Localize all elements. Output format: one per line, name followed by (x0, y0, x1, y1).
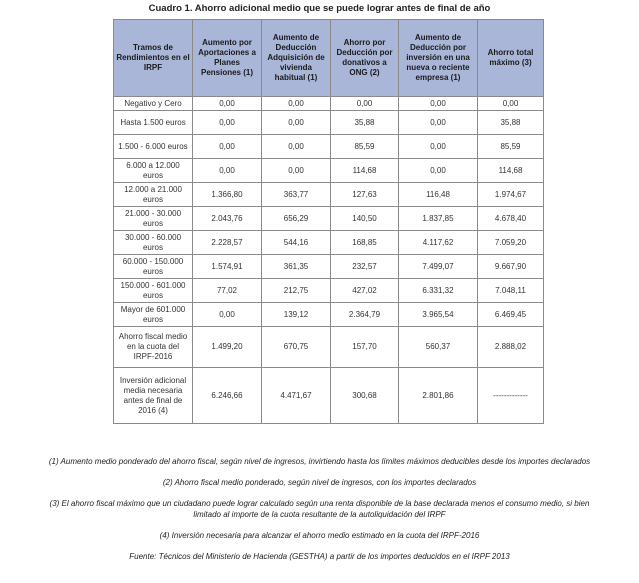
table-cell: 0,00 (399, 159, 478, 183)
row-label: Ahorro fiscal medio en la cuota del IRPF-2016 (114, 327, 193, 368)
table-cell: 85,59 (331, 135, 399, 159)
table-cell: 139,12 (262, 303, 331, 327)
table-row (114, 97, 544, 111)
table-cell: 0,00 (399, 135, 478, 159)
table-cell: 116,48 (399, 183, 478, 207)
footnote-4: (4) Inversión necesaria para alcanzar el ahorro medio estimado en la cuota del IRPF-2016 (159, 531, 480, 540)
source-note: Fuente: Técnicos del Ministerio de Hacienda (GESTHA) a partir de los importes deducidos en el IRPF 2013 (129, 552, 510, 561)
table-cell: 427,02 (331, 279, 399, 303)
table-cell: 35,88 (478, 111, 544, 135)
table-title: Cuadro 1. Ahorro adicional medio que se puede lograr antes de final de año (148, 3, 491, 14)
table-cell: 9.667,90 (478, 255, 544, 279)
table-row (114, 368, 544, 424)
table-cell: 300,68 (331, 368, 399, 424)
row-label: 6.000 a 12.000 euros (114, 159, 193, 183)
header-planes-pensiones: Aumento por Aportaciones a Planes Pensiones (1) (193, 20, 262, 97)
row-label: 12.000 a 21.000 euros (114, 183, 193, 207)
row-label: Hasta 1.500 euros (114, 111, 193, 135)
table-cell: 2.888,02 (478, 327, 544, 368)
table-cell: 2.228,57 (193, 231, 262, 255)
table-cell: 6.331,32 (399, 279, 478, 303)
row-label: 60.000 - 150.000 euros (114, 255, 193, 279)
table-cell: 2.801,86 (399, 368, 478, 424)
table-row (114, 183, 544, 207)
table-cell: 35,88 (331, 111, 399, 135)
savings-table (113, 19, 544, 424)
table-row (114, 207, 544, 231)
row-label: Negativo y Cero (114, 97, 193, 111)
table-row (114, 279, 544, 303)
table-cell: 0,00 (262, 135, 331, 159)
footnote-2: (2) Ahorro fiscal medio ponderado, según nivel de ingresos, con los importes declarados (162, 478, 477, 487)
table-cell: 6.246,66 (193, 368, 262, 424)
table-row (114, 327, 544, 368)
table-cell: 0,00 (262, 159, 331, 183)
table-row (114, 303, 544, 327)
footnotes (0, 456, 639, 572)
header-vivienda: Aumento de Deducción Adquisición de vivienda habitual (1) (262, 20, 331, 97)
table-cell: 0,00 (331, 97, 399, 111)
table-cell: 3.965,54 (399, 303, 478, 327)
table-cell: 1.366,80 (193, 183, 262, 207)
table-row (114, 255, 544, 279)
table-cell: 114,68 (331, 159, 399, 183)
table-row (114, 135, 544, 159)
table-cell: 168,85 (331, 231, 399, 255)
table-cell: 212,75 (262, 279, 331, 303)
table-row (114, 231, 544, 255)
row-label: Mayor de 601.000 euros (114, 303, 193, 327)
table-cell: 670,75 (262, 327, 331, 368)
table-cell: 4.471,67 (262, 368, 331, 424)
table-cell: ------------- (478, 368, 544, 424)
table-cell: 232,57 (331, 255, 399, 279)
table-cell: 363,77 (262, 183, 331, 207)
row-label: Inversión adicional media necesaria antes de final de 2016 (4) (114, 368, 193, 424)
table-cell: 1.837,85 (399, 207, 478, 231)
table-cell: 0,00 (193, 135, 262, 159)
table-row (114, 111, 544, 135)
table-cell: 157,70 (331, 327, 399, 368)
table-cell: 6.469,45 (478, 303, 544, 327)
table-cell: 361,35 (262, 255, 331, 279)
table-cell: 2.043,76 (193, 207, 262, 231)
row-label: 150.000 - 601.000 euros (114, 279, 193, 303)
table-cell: 0,00 (262, 111, 331, 135)
table-cell: 0,00 (193, 303, 262, 327)
table-cell: 656,29 (262, 207, 331, 231)
header-donativos: Ahorro por Deducción por donativos a ONG (2) (331, 20, 399, 97)
table-cell: 7.048,11 (478, 279, 544, 303)
table-cell: 1.574,91 (193, 255, 262, 279)
table-cell: 4.678,40 (478, 207, 544, 231)
row-label: 30.000 - 60.000 euros (114, 231, 193, 255)
table-cell: 127,63 (331, 183, 399, 207)
table-cell: 85,59 (478, 135, 544, 159)
table-cell: 0,00 (193, 159, 262, 183)
table-cell: 2.364,79 (331, 303, 399, 327)
header-row (114, 20, 544, 97)
table-cell: 544,16 (262, 231, 331, 255)
header-empresa: Aumento de Deducción por inversión en una nueva o reciente empresa (1) (399, 20, 478, 97)
table-cell: 0,00 (193, 111, 262, 135)
table-cell: 1.499,20 (193, 327, 262, 368)
row-label: 21.000 - 30.000 euros (114, 207, 193, 231)
footnote-1: (1) Aumento medio ponderado del ahorro fiscal, según nivel de ingresos, invirtiendo hasta los límites máximos deducibles desde los importes declarados (48, 457, 591, 466)
row-label: 1.500 - 6.000 euros (114, 135, 193, 159)
table-cell: 0,00 (399, 97, 478, 111)
header-total: Ahorro total máximo (3) (478, 20, 544, 97)
table-row (114, 159, 544, 183)
table-cell: 7.059,20 (478, 231, 544, 255)
table-cell: 140,50 (331, 207, 399, 231)
table-cell: 0,00 (262, 97, 331, 111)
table-cell: 77,02 (193, 279, 262, 303)
table-cell: 0,00 (399, 111, 478, 135)
table-cell: 0,00 (193, 97, 262, 111)
table-cell: 560,37 (399, 327, 478, 368)
table-cell: 0,00 (478, 97, 544, 111)
table-cell: 114,68 (478, 159, 544, 183)
table-cell: 7.499,07 (399, 255, 478, 279)
table-cell: 1.974,67 (478, 183, 544, 207)
table-cell: 4.117,62 (399, 231, 478, 255)
footnote-3: (3) El ahorro fiscal máximo que un ciudadano puede lograr calculado según una renta disponible de la base declarada menos el consumo medio, si bien limitado al importe de la cuota resultante de la autoliquidación del IRPF (49, 499, 590, 519)
header-tramos: Tramos de Rendimientos en el IRPF (114, 20, 193, 97)
